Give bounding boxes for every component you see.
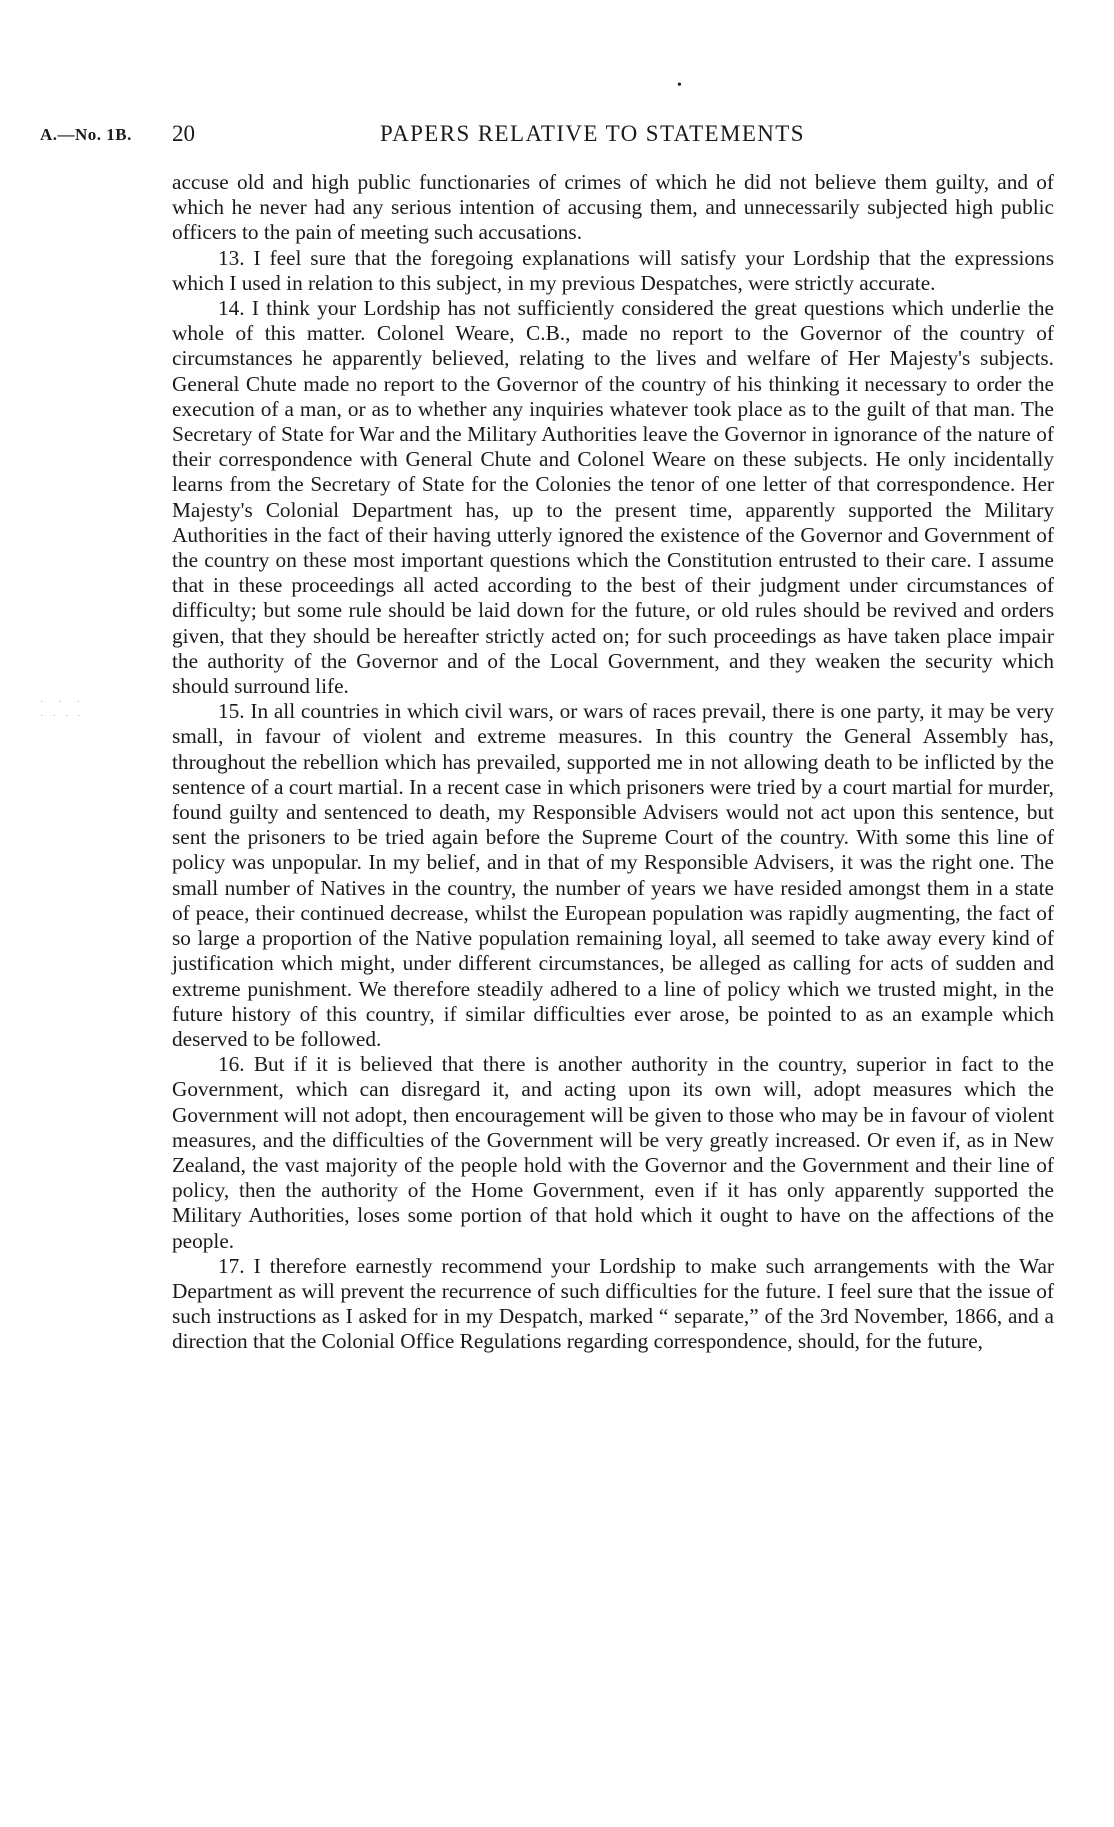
paragraph-17: 17. I therefore earnestly recommend your Lordship to make such arrangements with the War Department as will prevent the recurrence of such difficulties for the future. I feel sure that the issue of such instructions as I asked for in my Despatch, marked “ separate,” of the 3rd November, 1866, and a direction that the Colonial Office Regulations regarding correspondence, should, for the future, [172, 1253, 1054, 1354]
paragraph-14: 14. I think your Lordship has not sufficiently considered the great questions which underlie the whole of this matter. Colonel Weare, C.B., made no report to the Governor of the country of circumstances he apparently believed, relating to the lives and welfare of Her Majesty's subjects. General Chute made no report to the Governor of the country of his thinking it necessary to order the execution of a man, or as to whether any inquiries whatever took place as to the guilt of that man. The Secretary of State for War and the Military Authorities leave the Governor in ignorance of the nature of their correspondence with General Chute and Colonel Weare on these subjects. He only incidentally learns from the Secretary of State for the Colonies the tenor of one letter of that correspondence. Her Majesty's Colonial Department has, up to the present time, apparently supported the Military Authorities in the fact of their having utterly ignored the existence of the Governor and Government of the country on these most important questions which the Constitution entrusted to their care. I assume that in these proceedings all acted according to the best of their judgment under circumstances of difficulty; but some rule should be laid down for the future, or old rules should be revived and orders given, that they should be hereafter strictly acted on; for such proceedings as have taken place impair the authority of the Governor and of the Local Government, and they weaken the security which should surround life. [172, 296, 1054, 699]
margin-spots: · · · · · · · [40, 696, 84, 722]
body-text [172, 170, 1054, 1355]
paragraph-13: 13. I feel sure that the foregoing explanations will satisfy your Lordship that the expressions which I used in relation to this subject, in my previous Despatches, were strictly accurate. [172, 245, 1054, 295]
paragraph-15: 15. In all countries in which civil wars, or wars of races prevail, there is one party, it may be very small, in favour of violent and extreme measures. In this country the General Assembly has, throughout the rebellion which has prevailed, supported me in not allowing death to be inflicted by the sentence of a court martial. In a recent case in which prisoners were tried by a court martial for murder, found guilty and sentenced to death, my Responsible Advisers would not act upon this sentence, but sent the prisoners to be tried again before the Supreme Court of the country. With some this line of policy was unpopular. In my belief, and in that of my Responsible Advisers, it was the right one. The small number of Natives in the country, the number of years we have resided amongst them in a state of peace, their continued decrease, whilst the European population was rapidly augmenting, the fact of so large a proportion of the Native population remaining loyal, all seemed to take away every kind of justification which might, under different circumstances, be alleged as calling for acts of sudden and extreme punishment. We therefore steadily adhered to a line of policy which we trusted might, in the future history of this country, if similar difficulties ever arose, be pointed to as an example which deserved to be followed. [172, 699, 1054, 1051]
page-number: 20 [172, 121, 195, 146]
paragraph-16: 16. But if it is believed that there is another authority in the country, superior in fact to the Government, which can disregard it, and acting upon its own will, adopt measures which the Government will not adopt, then encouragement will be given to those who may be in favour of violent measures, and the difficulties of the Government will be very greatly increased. Or even if, as in New Zealand, the vast majority of the people hold with the Governor and the Government and their line of policy, then the authority of the Home Government, even if it has only apparently supported the Military Authorities, loses some portion of that hold which it ought to have on the affections of the people. [172, 1052, 1054, 1253]
top-ink-mark: • [677, 78, 682, 93]
paragraph-continuation: accuse old and high public functionaries of crimes of which he did not believe them guilty, and of which he never had any serious intention of accusing them, and unnecessarily subjected high public officers to the pain of meeting such accusations. [172, 170, 1054, 245]
running-title: PAPERS RELATIVE TO STATEMENTS [380, 121, 805, 146]
page-header [0, 121, 1114, 151]
document-reference: A.—No. 1B. [40, 125, 132, 144]
